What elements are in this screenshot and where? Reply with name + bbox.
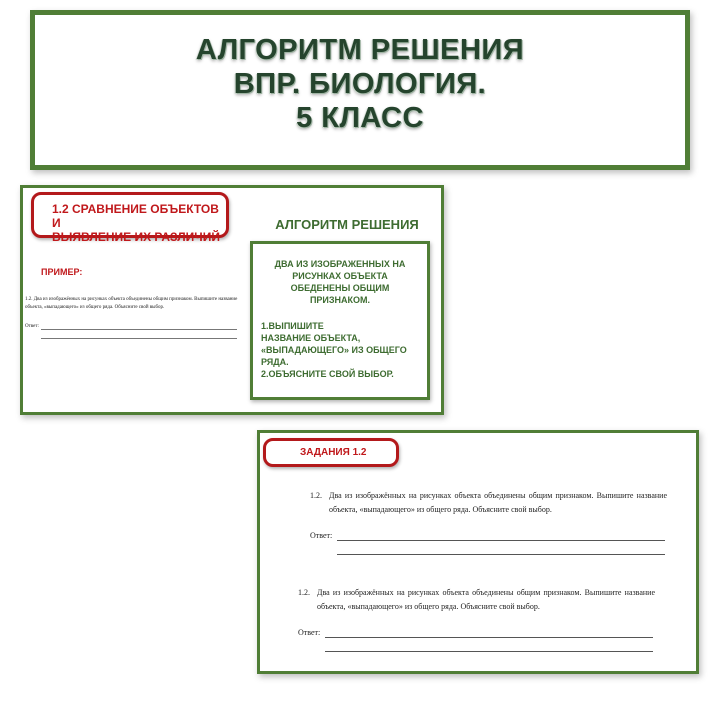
title-line-3: 5 КЛАСС xyxy=(296,102,424,134)
answer-line xyxy=(41,329,237,330)
title-card xyxy=(30,10,690,170)
algorithm-step-line: РЯДА. xyxy=(261,357,289,367)
algorithm-intro-line: ОБЕДЕНЕНЫ ОБЩИМ xyxy=(290,283,390,293)
answer-label: Ответ: xyxy=(310,531,333,540)
task-item xyxy=(310,489,667,519)
answer-line xyxy=(337,554,665,555)
main-title xyxy=(35,33,685,135)
answer-line xyxy=(337,540,665,541)
algorithm-intro-line: ДВА ИЗ ИЗОБРАЖЕННЫХ НА xyxy=(274,259,406,269)
task-text: Два из изображённых на рисунках объекта объединены общим признаком. Выпишите название объекта, «выпадающего» из общего ряда. Объясните свой выбор. xyxy=(317,588,655,611)
algorithm-step-line: 2.ОБЪЯСНИТЕ СВОЙ ВЫБОР. xyxy=(261,369,394,379)
task-item xyxy=(298,586,655,616)
title-line-2: ВПР. БИОЛОГИЯ. xyxy=(233,68,487,100)
example-label: ПРИМЕР: xyxy=(41,267,83,277)
answer-label: Ответ: xyxy=(298,628,321,637)
algorithm-steps xyxy=(261,320,421,380)
answer-label: Ответ: xyxy=(25,324,39,329)
section-label xyxy=(31,192,229,244)
section-label-line-1: 1.2 СРАВНЕНИЕ ОБЪЕКТОВ И xyxy=(52,202,219,230)
section-label-line-2: ВЫЯВЛЕНИЕ ИХ РАЗЛИЧИЙ xyxy=(52,230,220,244)
example-slide xyxy=(20,185,444,415)
answer-line xyxy=(325,637,653,638)
algorithm-intro xyxy=(263,258,417,306)
title-line-1: АЛГОРИТМ РЕШЕНИЯ xyxy=(195,34,525,66)
answer-line xyxy=(41,338,237,339)
algorithm-step-line: «ВЫПАДАЮЩЕГО» ИЗ ОБЩЕГО xyxy=(261,345,407,355)
task-number: 1.2. xyxy=(310,491,322,500)
task-text: Два из изображённых на рисунках объекта объединены общим признаком. Выпишите название объекта, «выпадающего» из общего ряда. Объясните свой выбор. xyxy=(329,491,667,514)
task-text: Два из изображённых на рисунках объекта объединены общим признаком. Выпишите название объекта, «выпадающего» из общего ряда. Объясните свой выбор. xyxy=(25,297,238,310)
tasks-section-label: ЗАДАНИЯ 1.2 xyxy=(263,438,399,467)
algorithm-intro-line: РИСУНКАХ ОБЪЕКТА xyxy=(292,271,388,281)
task-number: 1.2. xyxy=(25,297,33,302)
task-number: 1.2. xyxy=(298,588,310,597)
algorithm-step-line: НАЗВАНИЕ ОБЪЕКТА, xyxy=(261,333,361,343)
example-task xyxy=(25,296,247,312)
tasks-slide xyxy=(257,430,699,674)
algorithm-title: АЛГОРИТМ РЕШЕНИЯ xyxy=(275,217,419,232)
algorithm-step-line: 1.ВЫПИШИТЕ xyxy=(261,321,324,331)
algorithm-intro-line: ПРИЗНАКОМ. xyxy=(309,295,371,305)
algorithm-box xyxy=(250,241,430,400)
answer-line xyxy=(325,651,653,652)
